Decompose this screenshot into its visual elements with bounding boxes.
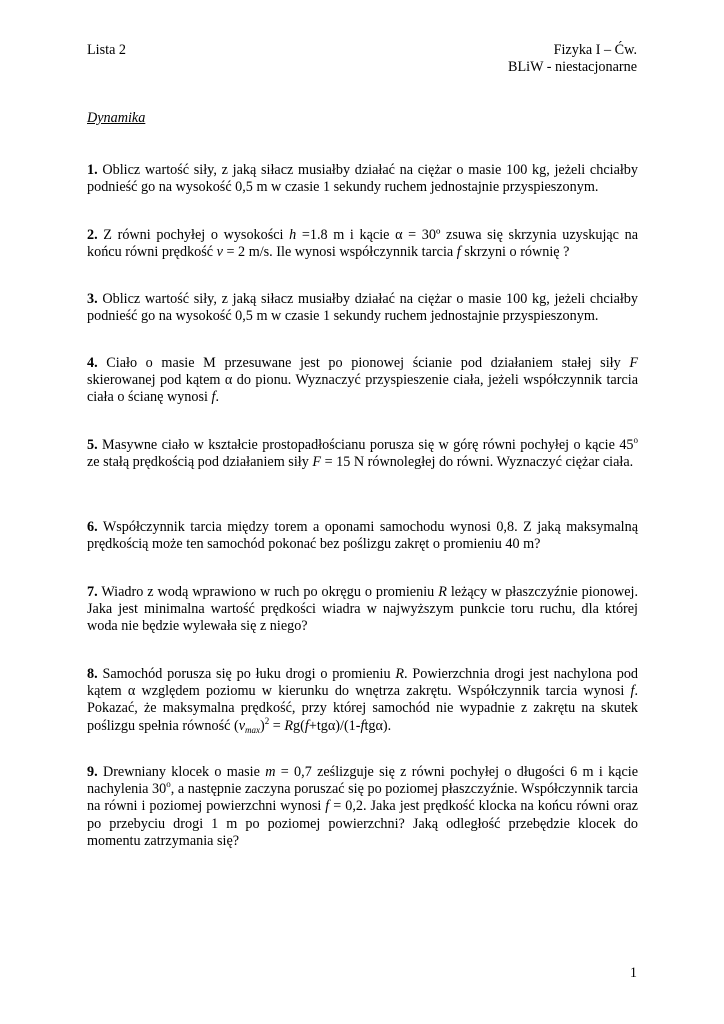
problem-8: 8. Samochód porusza się po łuku drogi o promieniu R. Powierzchnia drogi jest nachylona pod kątem α względem poziomu w kierunku do wnętrza zakrętu. Współczynnik tarcia wynosi f. Pokazać, że maksymalna prędkość, przy której samochód nie wypadnie z zakrętu na skutek poślizgu spełnia równość $(v_{max})^2 = Rg(f+tg\alpha)/(1-ftg\alpha)$. (87, 666, 639, 735)
problem-number: 1 (87, 162, 95, 178)
problem-number: 7 (87, 584, 95, 600)
problem-5: 5. Masywne ciało w kształcie prostopadłościanu porusza się w górę równi pochyłej o kącie 45$^o$ ze stałą prędkością pod działaniem siły F = 15 N równoległej do równi. Wyznaczyć ciężar ciała. (87, 435, 639, 471)
section-title: Dynamika (87, 110, 146, 126)
header-list-label: Lista 2 (87, 42, 127, 58)
problem-number: 3 (87, 291, 95, 307)
problem-4: 4. Ciało o masie M przesuwane jest po pionowej ścianie pod działaniem stałej siły F skierowanej pod kątem α do pionu. Wyznaczyć przyspieszenie ciała, jeżeli współczynnik tarcia ciała o ścianę wynosi f. (87, 355, 638, 406)
problem-number: 6 (87, 519, 95, 535)
problem-2: 2. Z równi pochyłej o wysokości h =1.8 m i kącie α = 30º zsuwa się skrzynia uzyskując na końcu równi prędkość v = 2 m/s. Ile wynosi współczynnik tarcia f skrzyni o równię ? (87, 227, 639, 261)
problem-number: 4 (87, 355, 95, 371)
page-number: 1 (629, 965, 637, 981)
problem-6: 6. Współczynnik tarcia między torem a oponami samochodu wynosi 0,8. Z jaką maksymalną prędkością może ten samochód pokonać bez poślizgu zakręt o promieniu 40 m? (87, 519, 638, 553)
header-course (508, 42, 637, 76)
problem-1: 1. Oblicz wartość siły, z jaką siłacz musiałby działać na ciężar o masie 100 kg, jeżeli chciałby podnieść go na wysokość 0,5 m w czasie 1 sekundy ruchem jednostajnie przyspieszonym. (87, 162, 638, 196)
problem-number: 5 (87, 437, 95, 453)
problem-number: 2 (87, 227, 95, 243)
problem-number: 8 (87, 666, 95, 682)
header-course-title: Fizyka I – Ćw. (553, 42, 637, 58)
problem-3: 3. Oblicz wartość siły, z jaką siłacz musiałby działać na ciężar o masie 100 kg, jeżeli chciałby podnieść go na wysokość 0,5 m w czasie 1 sekundy ruchem jednostajnie przyspieszonym. (87, 291, 638, 325)
problem-9: 9. Drewniany klocek o masie m = 0,7 ześlizguje się z równi pochyłej o długości 6 m i kącie nachylenia 30$^o$, a następnie zaczyna poruszać się po poziomej płaszczyźnie. Współczynnik tarcia na równi i poziomej powierzchni wynosi f = 0,2. Jaka jest prędkość klocka na końcu równi oraz po przebyciu drogi 1 m po poziomej powierzchni? Jaką odległość przebędzie klocek do momentu zatrzymania się? (87, 764, 639, 849)
problem-7: 7. Wiadro z wodą wprawiono w ruch po okręgu o promieniu R leżący w płaszczyźnie pionowej. Jaka jest minimalna wartość prędkości wiadra w najwyższym punkcie toru ruchu, dla której woda nie będzie wylewała się z niego? (87, 584, 638, 635)
header-course-group: BLiW - niestacjonarne (508, 59, 637, 76)
problem-number: 9 (87, 764, 95, 780)
